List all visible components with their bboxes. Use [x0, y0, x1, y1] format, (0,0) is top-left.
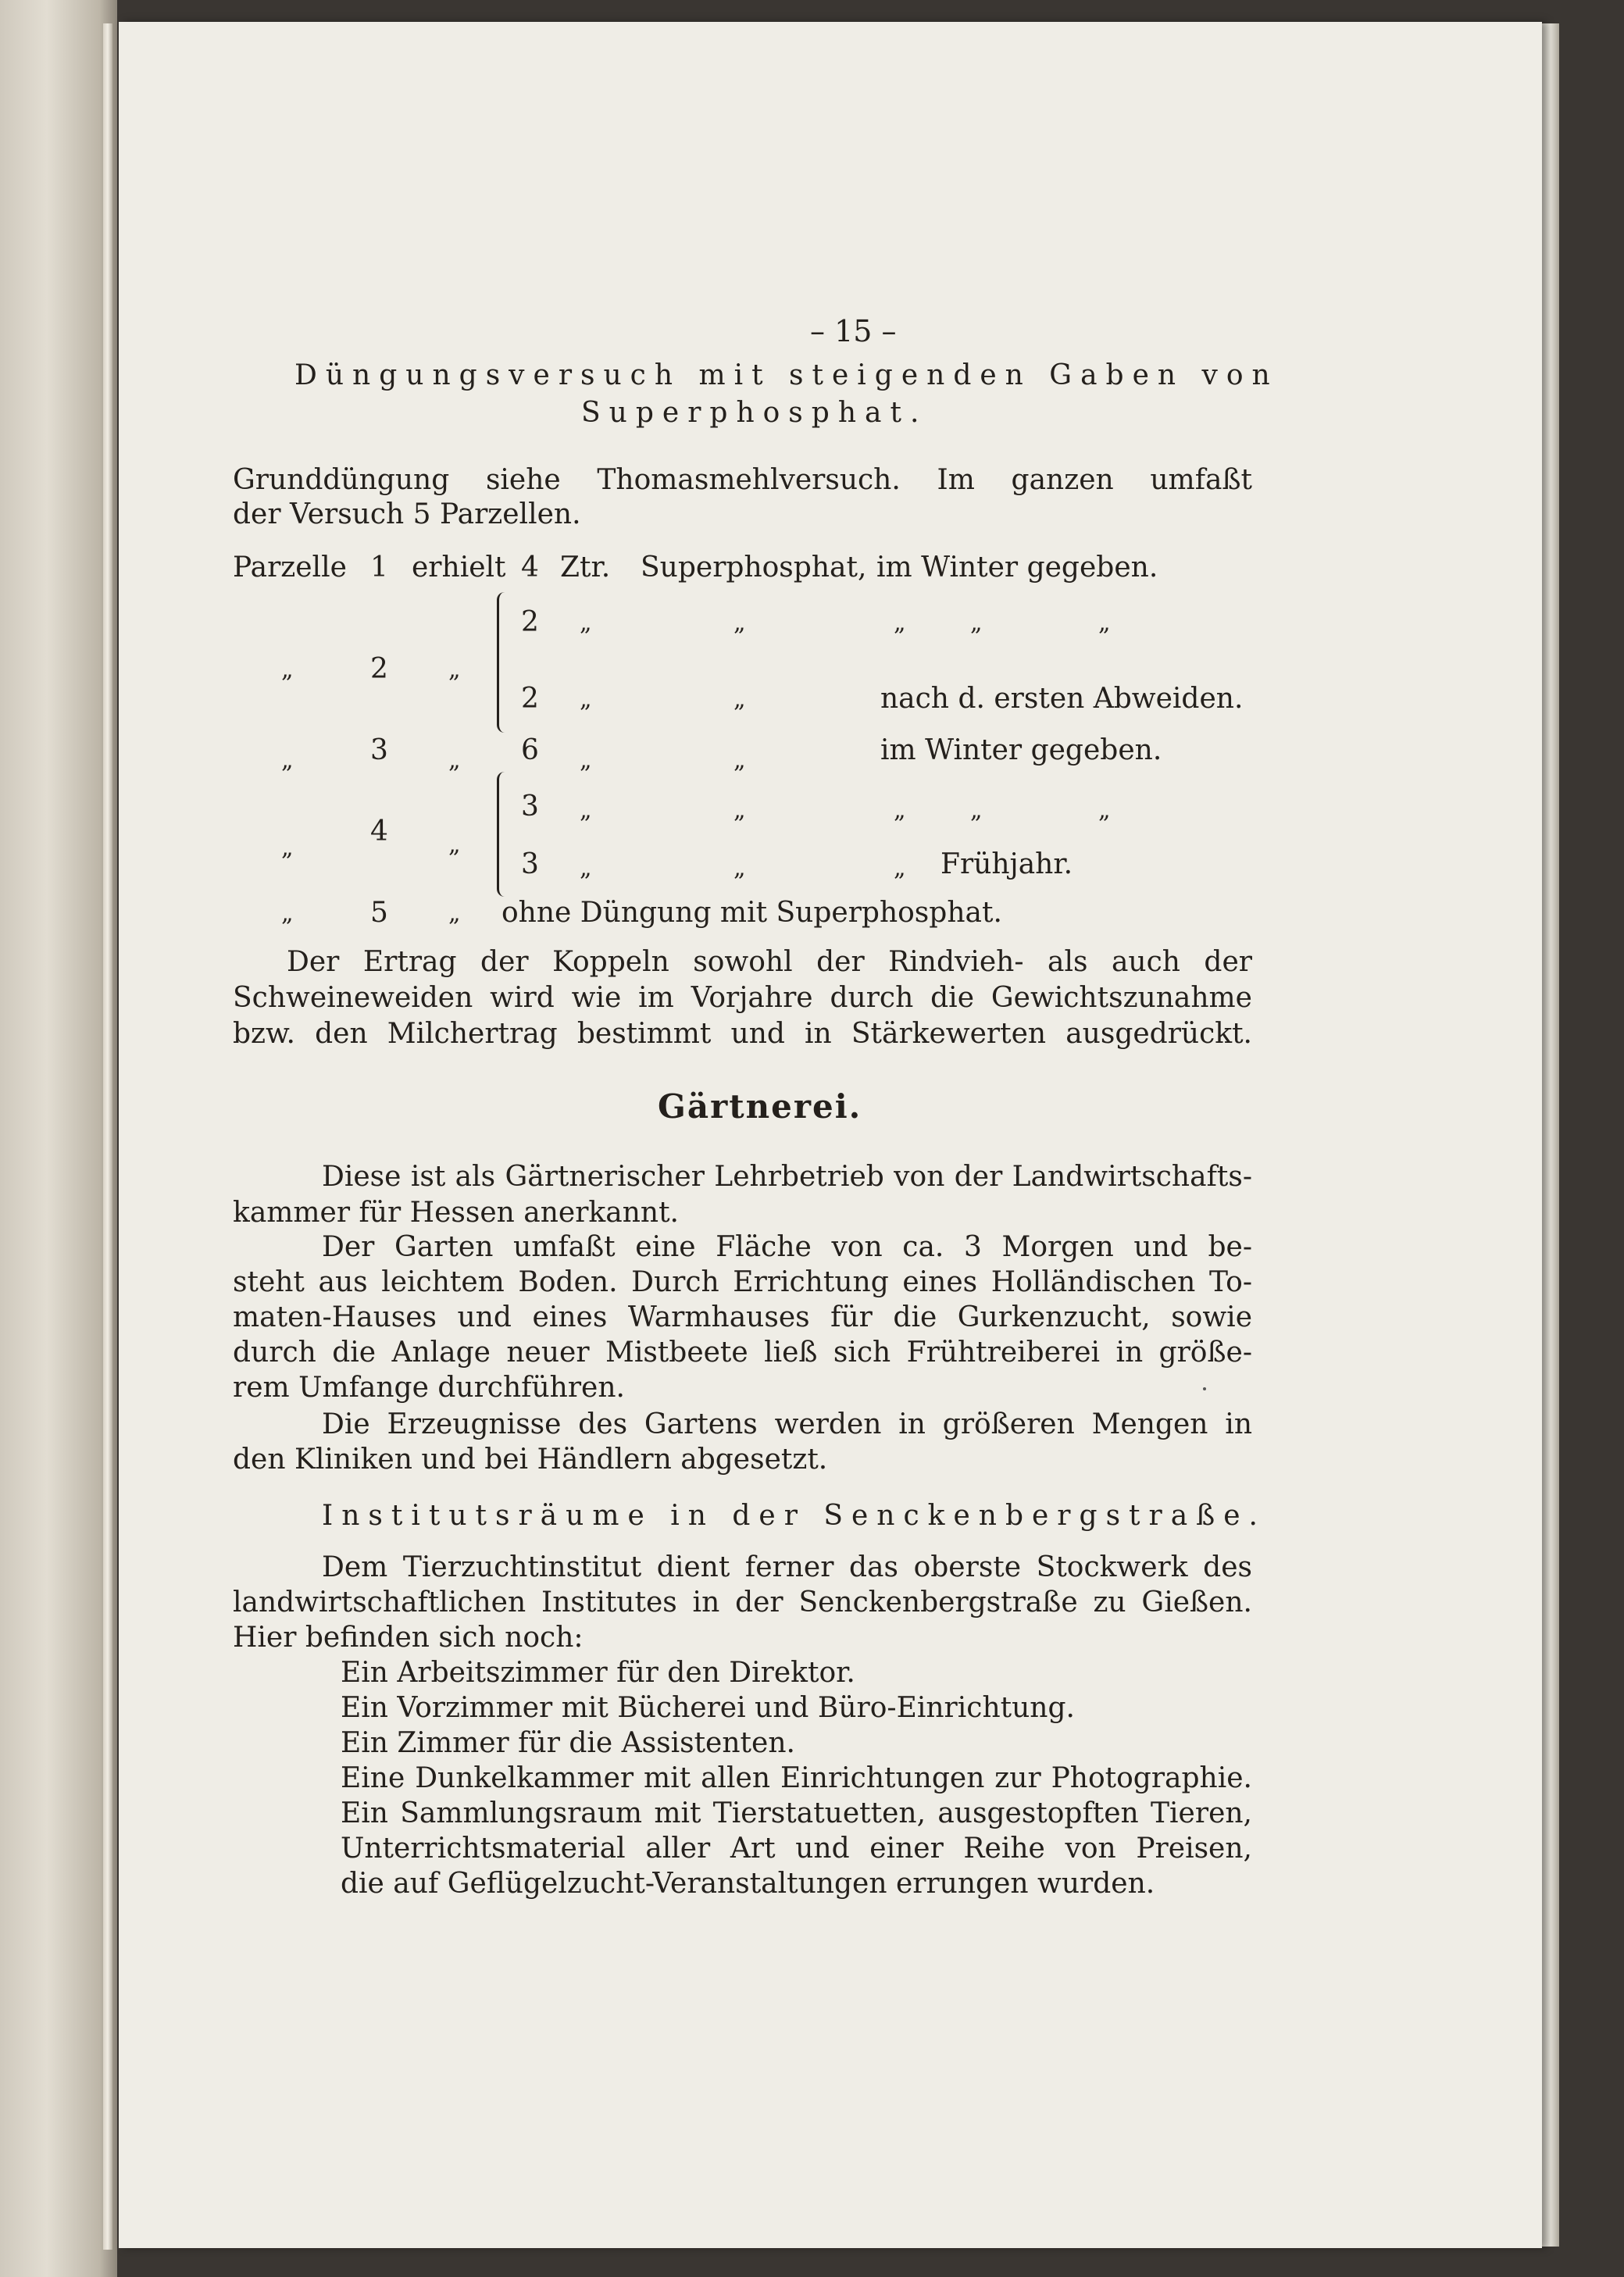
- list-item: Eine Dunkelkammer mit allen Einrichtungen zur Photographie.: [341, 1762, 1252, 1794]
- list-item: Ein Zimmer für die Assistenten.: [341, 1727, 795, 1759]
- table-row-3-amount: 6: [521, 734, 539, 766]
- institut-p1-line3: Hier befinden sich noch:: [233, 1622, 584, 1654]
- table-row-5-text: ohne Düngung mit Superphosphat.: [501, 897, 1002, 929]
- ditto-mark: „: [448, 900, 461, 927]
- table-row-1-label: Parzelle: [233, 551, 347, 584]
- table-row-4b-amount: 3: [521, 848, 539, 880]
- book-gutter: [103, 23, 112, 2250]
- ditto-mark: „: [580, 686, 592, 713]
- ditto-mark: „: [1098, 609, 1111, 637]
- list-item: Ein Arbeitszimmer für den Direktor.: [341, 1657, 855, 1689]
- intro-line-1: Grunddüngung siehe Thomasmehlversuch. Im ganzen umfaßt: [233, 464, 1252, 496]
- ditto-mark: „: [281, 834, 294, 862]
- table-row-4b-time: Frühjahr.: [940, 848, 1073, 880]
- list-item: Ein Sammlungsraum mit Tierstatuetten, ausgestopften Tieren,: [341, 1797, 1252, 1829]
- document-page: [119, 22, 1542, 2248]
- right-page-stack: [1542, 23, 1559, 2247]
- gaertnerei-p1-line1: Diese ist als Gärtnerischer Lehrbetrieb von der Landwirtschafts-: [322, 1161, 1252, 1193]
- intro-line-2: der Versuch 5 Parzellen.: [233, 498, 581, 530]
- ditto-mark: „: [970, 609, 983, 637]
- gaertnerei-p2-line1: Der Garten umfaßt eine Fläche von ca. 3 Morgen und be-: [322, 1231, 1252, 1263]
- table-row-3-num: 3: [370, 734, 388, 766]
- ditto-mark: „: [894, 855, 906, 882]
- list-item: Ein Vorzimmer mit Bücherei und Büro-Einrichtung.: [341, 1692, 1075, 1724]
- table-row-4a-amount: 3: [521, 791, 539, 823]
- gaertnerei-p3-line2: den Kliniken und bei Händlern abgesetzt.: [233, 1444, 828, 1476]
- table-row-4-num: 4: [370, 816, 388, 848]
- table-row-1-amount: 4: [521, 551, 539, 584]
- section-heading-line1: Düngungsversuch mit steigenden Gaben von: [294, 359, 1279, 391]
- table-row-2a-amount: 2: [521, 606, 539, 638]
- ditto-mark: „: [733, 747, 746, 774]
- ditto-mark: „: [1098, 797, 1111, 824]
- gaertnerei-heading: Gärtnerei.: [658, 1087, 862, 1126]
- ditto-mark: „: [733, 609, 746, 637]
- gaertnerei-p2-line2: steht aus leichtem Boden. Durch Errichtung eines Holländischen To-: [233, 1266, 1252, 1298]
- table-row-5-num: 5: [370, 897, 388, 929]
- section-heading-line2: Superphosphat.: [581, 397, 928, 429]
- gaertnerei-p1-line2: kammer für Hessen anerkannt.: [233, 1197, 679, 1229]
- ditto-mark: „: [580, 609, 592, 637]
- ditto-mark: „: [580, 747, 592, 774]
- ditto-mark: „: [448, 656, 461, 683]
- list-item-continuation: Unterrichtsmaterial aller Art und einer Reihe von Preisen,: [341, 1833, 1252, 1865]
- brace-parzelle-2: [497, 592, 510, 733]
- ditto-mark: „: [281, 656, 294, 683]
- table-row-1-fertilizer: Superphosphat,: [641, 551, 867, 584]
- ertrag-line-2: Schweineweiden wird wie im Vorjahre durch die Gewichtszunahme: [233, 982, 1252, 1014]
- left-page-edge: [0, 0, 117, 2277]
- ertrag-line-3: bzw. den Milchertrag bestimmt und in Stärkewerten ausgedrückt.: [233, 1018, 1252, 1050]
- ditto-mark: „: [580, 855, 592, 882]
- table-row-2-num: 2: [370, 653, 388, 685]
- table-row-2b-time: nach d. ersten Abweiden.: [880, 683, 1244, 715]
- table-row-2b-amount: 2: [521, 683, 539, 715]
- gaertnerei-p2-line4: durch die Anlage neuer Mistbeete ließ sich Frühtreiberei in größe-: [233, 1337, 1252, 1369]
- ditto-mark: „: [970, 797, 983, 824]
- ertrag-line-1: Der Ertrag der Koppeln sowohl der Rindvieh- als auch der: [287, 946, 1252, 978]
- institut-p1-line1: Dem Tierzuchtinstitut dient ferner das oberste Stockwerk des: [322, 1551, 1252, 1583]
- ditto-mark: „: [894, 609, 906, 637]
- ditto-mark: „: [281, 747, 294, 774]
- gaertnerei-p2-line3: maten-Hauses und eines Warmhauses für die Gurkenzucht, sowie: [233, 1301, 1252, 1333]
- table-row-1-num: 1: [370, 551, 388, 584]
- ditto-mark: „: [580, 797, 592, 824]
- ditto-mark: „: [281, 900, 294, 927]
- ditto-mark: „: [733, 686, 746, 713]
- print-speck: [1203, 1387, 1206, 1390]
- ditto-mark: „: [448, 747, 461, 774]
- ditto-mark: „: [894, 797, 906, 824]
- page-number: – 15 –: [810, 314, 897, 348]
- ditto-mark: „: [733, 797, 746, 824]
- table-row-3-time: im Winter gegeben.: [880, 734, 1162, 766]
- table-row-1-unit: Ztr.: [560, 551, 611, 584]
- brace-parzelle-4: [497, 772, 510, 897]
- gaertnerei-p2-line5: rem Umfange durchführen.: [233, 1372, 625, 1404]
- institut-heading: Institutsräume in der Senckenbergstraße.: [322, 1500, 1266, 1532]
- list-item-continuation: die auf Geflügelzucht-Veranstaltungen errungen wurden.: [341, 1868, 1155, 1900]
- institut-p1-line2: landwirtschaftlichen Institutes in der Senckenbergstraße zu Gießen.: [233, 1586, 1252, 1619]
- gaertnerei-p3-line1: Die Erzeugnisse des Gartens werden in größeren Mengen in: [322, 1408, 1252, 1440]
- ditto-mark: „: [448, 831, 461, 858]
- table-row-1-verb: erhielt: [412, 551, 506, 584]
- ditto-mark: „: [733, 855, 746, 882]
- table-row-1-time: im Winter gegeben.: [876, 551, 1158, 584]
